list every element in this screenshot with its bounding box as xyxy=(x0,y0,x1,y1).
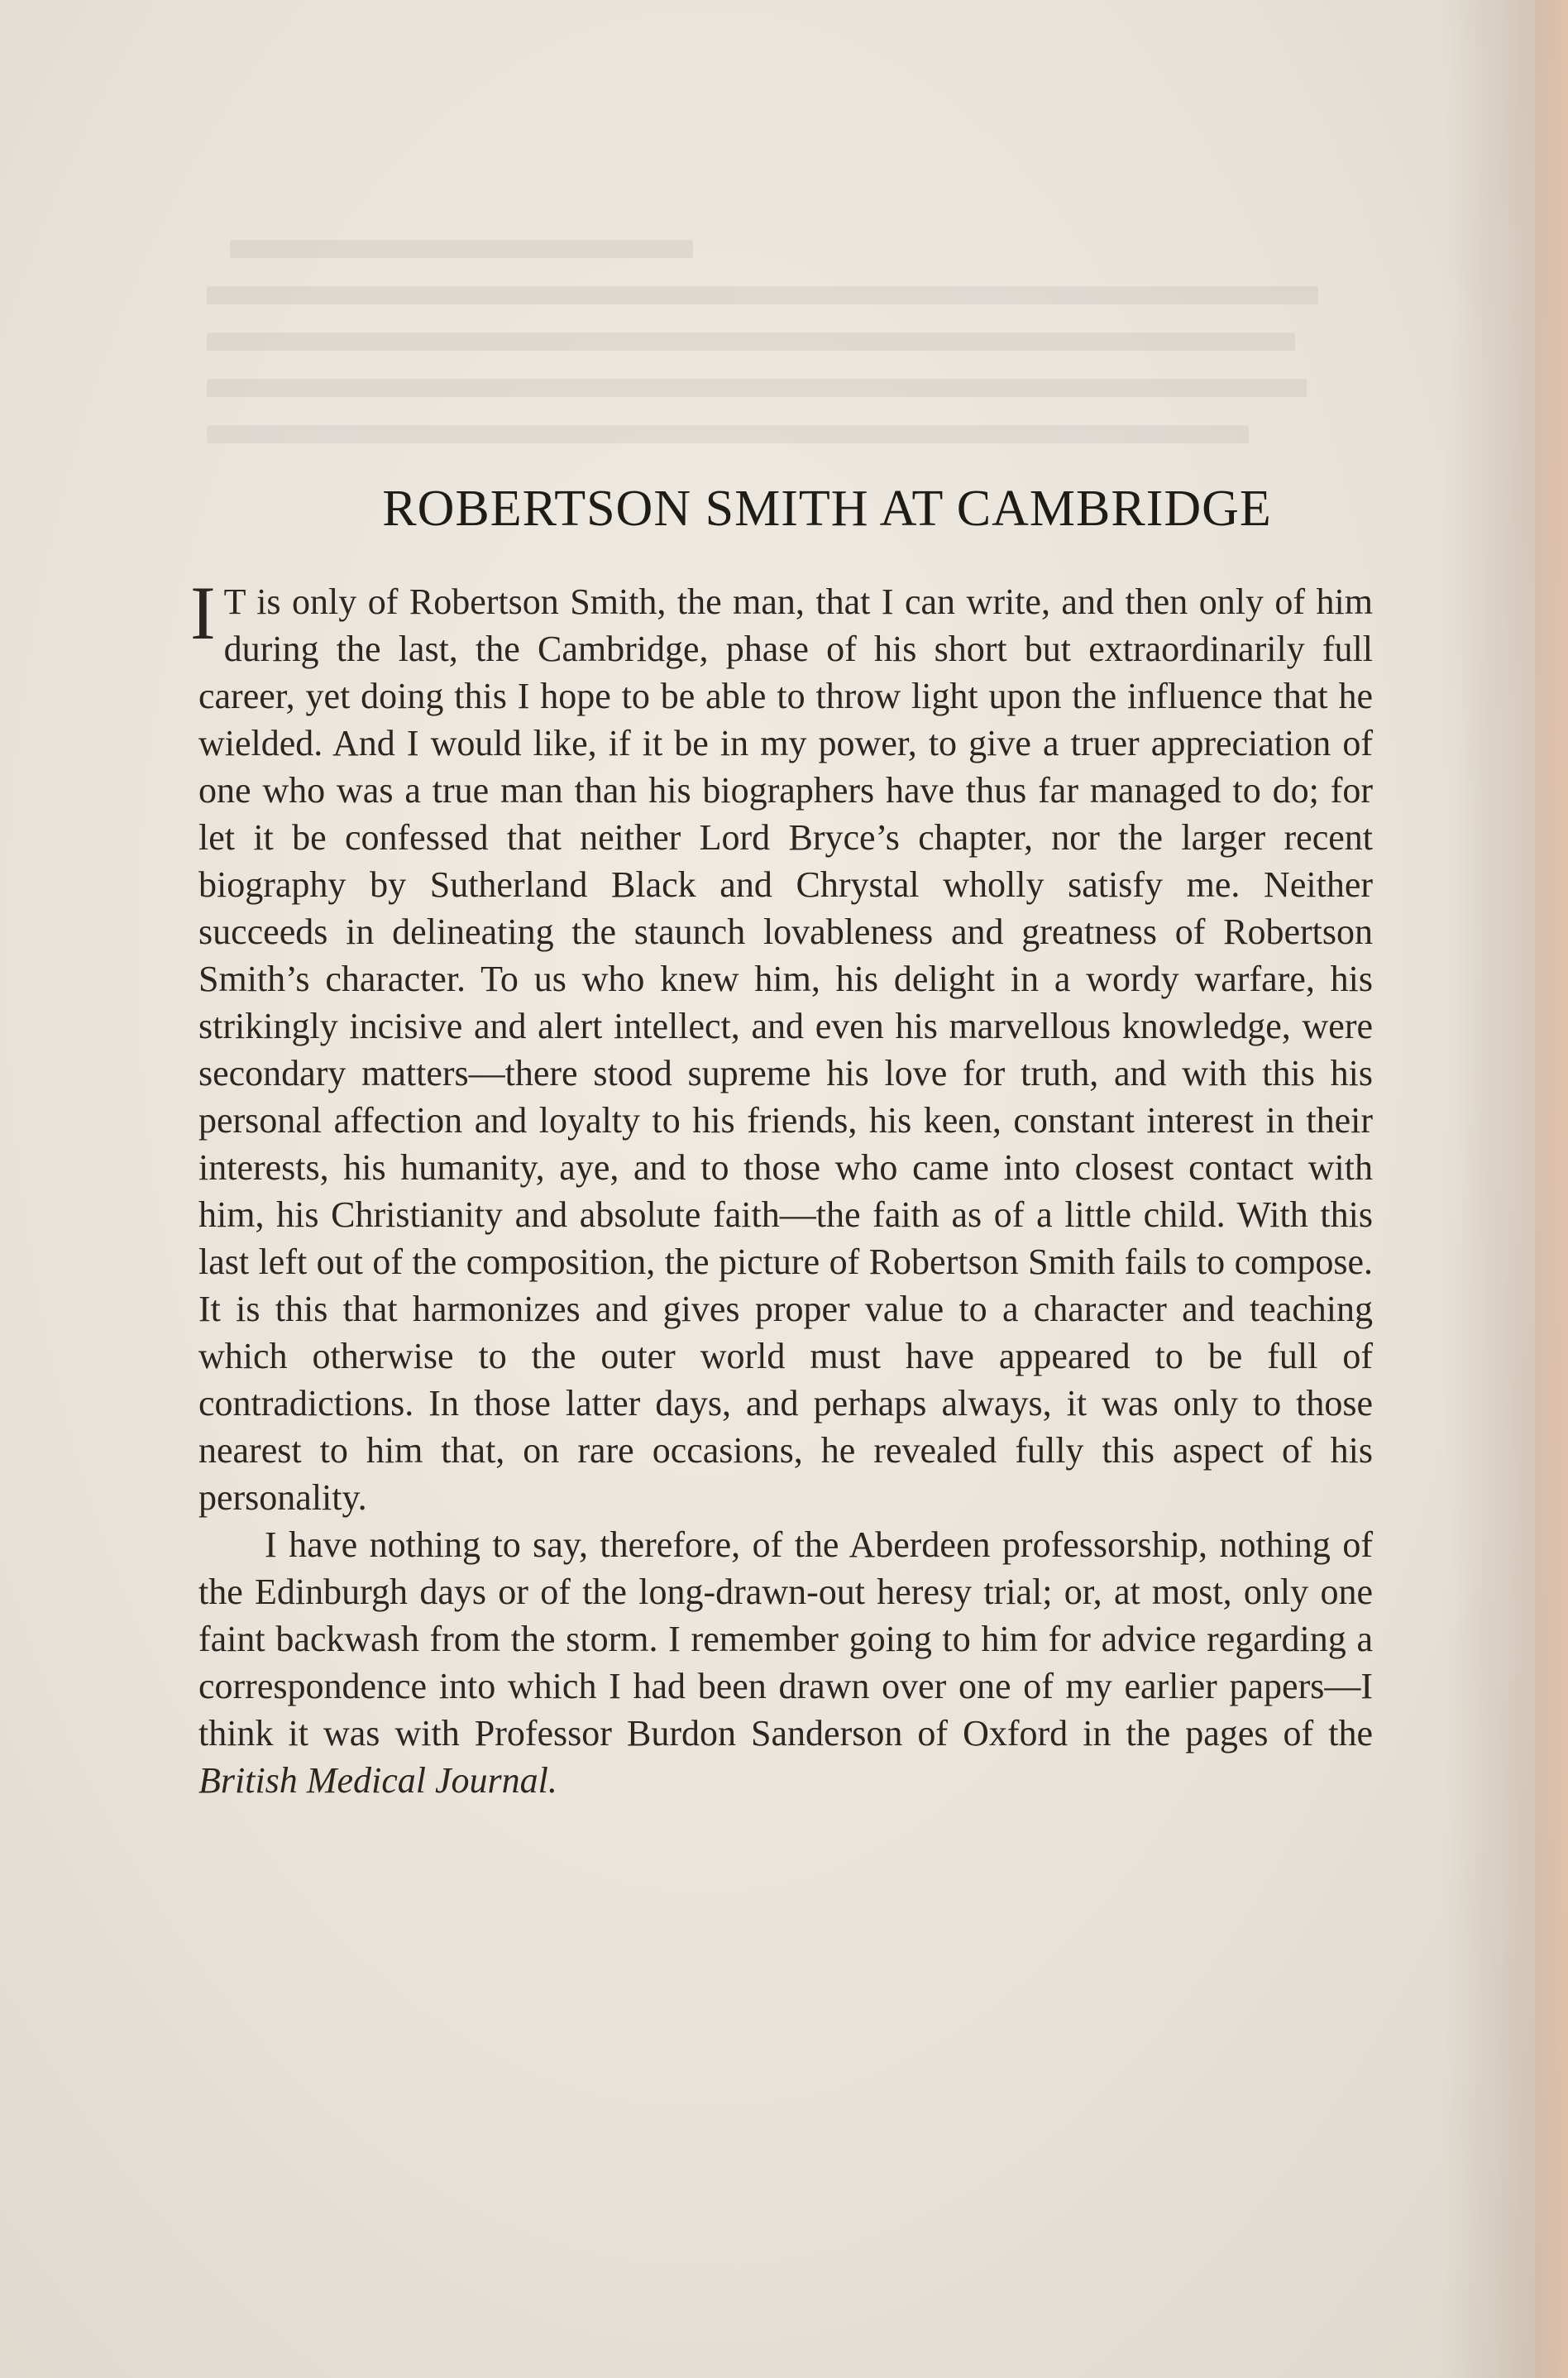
paragraph-2-text: I have nothing to say, therefore, of the Aberdeen professorship, nothing of the Edinburgh days or of the long-drawn-out heresy trial; or, at most, only one faint backwash from the storm. I remember going to him for advice regarding a correspondence into which I had been drawn over one of my earlier papers—I think it was with Professor Burdon Sanderson of Oxford in the pages of the xyxy=(198,1524,1373,1754)
drop-cap: I xyxy=(190,571,216,655)
paragraph-1-text: T is only of Robertson Smith, the man, that I can write, and then only of him during the last, the Cambridge, phase of his short but extraordinarily full career, yet doing this I hope to be able to throw light upon the influence that he wielded. And I would like, if it be in my power, to give a truer appreciation of one who was a true man than his biographers have thus far managed to do; for let it be confessed that neither Lord Bryce’s chapter, nor the larger recent biography by Sutherland Black and Chrystal wholly satisfy me. Neither succeeds in delineating the staunch lovableness and greatness of Robertson Smith’s character. To us who knew him, his delight in a wordy warfare, his strikingly incisive and alert intellect, and even his marvellous knowledge, were secondary matters—there stood supreme his love for truth, and with this his personal affection and loyalty to his friends, his keen, constant interest in their interests, his humanity, aye, and to those who came into closest contact with him, his Christianity and absolute faith—the faith as of a little child. With this last left out of the composition, the picture of Robertson Smith fails to compose. It is this that harmonizes and gives proper value to a character and teaching which otherwise to the outer world must have appeared to be full of contradictions. In those latter days, and perhaps always, it was only to those nearest to him that, on rare occasions, he revealed fully this aspect of his personality. xyxy=(198,581,1373,1518)
paragraph-1 xyxy=(190,571,1373,1521)
page-content xyxy=(190,480,1373,1804)
journal-title: British Medical Journal. xyxy=(198,1760,557,1801)
chapter-title: ROBERTSON SMITH AT CAMBRIDGE xyxy=(382,481,1272,537)
paragraph-2 xyxy=(198,1521,1373,1804)
show-through-text xyxy=(207,240,1365,513)
page-edge xyxy=(1535,0,1568,2378)
